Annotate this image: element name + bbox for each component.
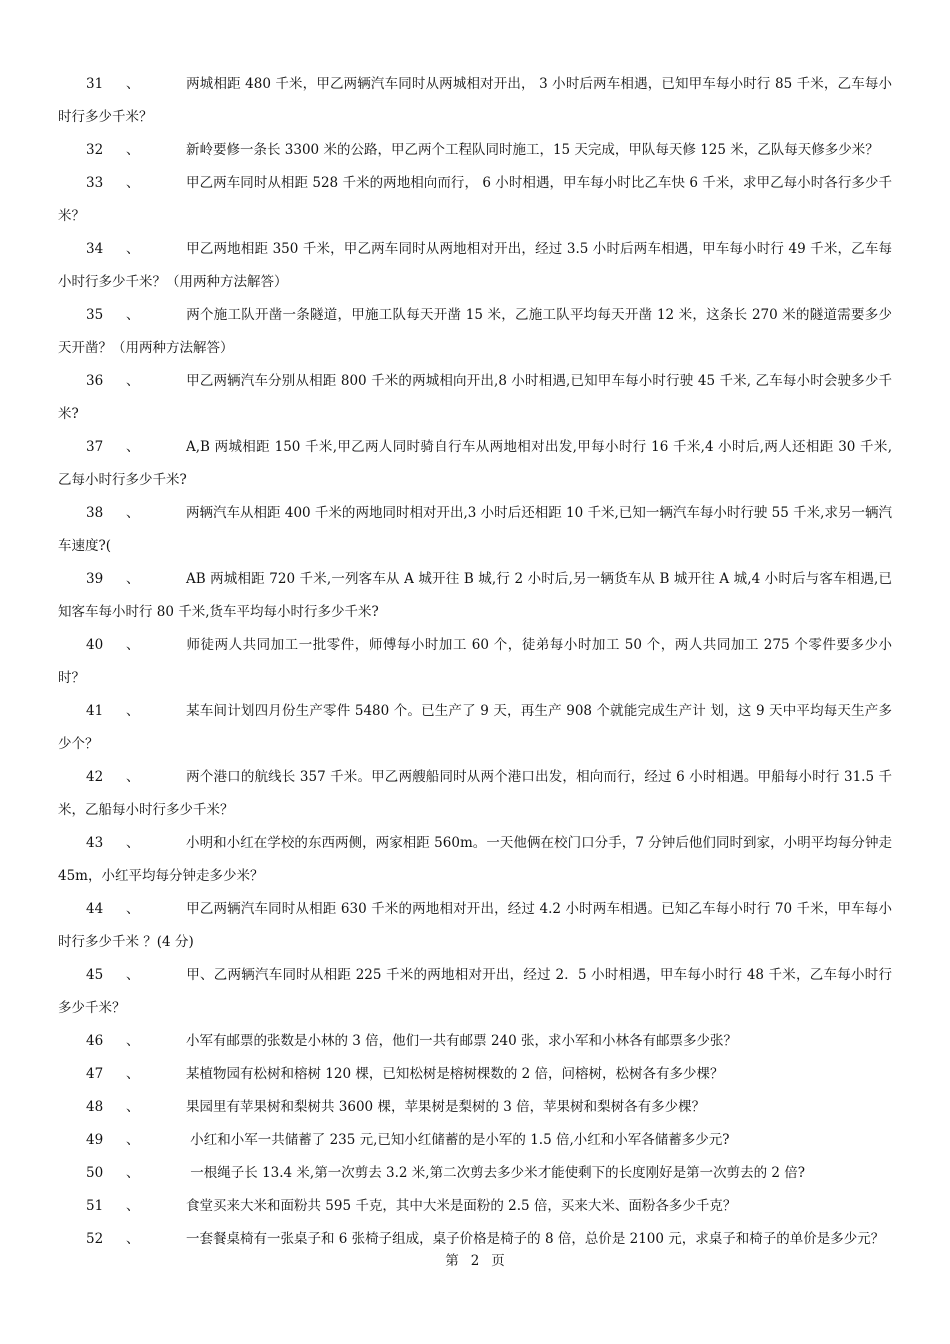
question-item xyxy=(58,68,892,134)
question-number: 44 xyxy=(86,901,104,917)
question-number: 34 xyxy=(86,241,104,257)
question-separator: 、 xyxy=(126,1231,140,1247)
question-item xyxy=(58,1124,892,1157)
question-text: 甲乙两辆汽车同时从相距 630 千米的两地相对开出，经过 4.2 小时两车相遇。已知乙车每小时行 70 千米，甲车每小时行多少千米 ？(4 分) xyxy=(58,901,892,950)
question-text: 某车间计划四月份生产零件 5480 个。已生产了 9 天，再生产 908 个就能完成生产计 划，这 9 天中平均每天生产多少个？ xyxy=(58,703,892,752)
question-text: 小明和小红在学校的东西两侧，两家相距 560m。一天他俩在校门口分手，7 分钟后他们同时到家，小明平均每分钟走 45m，小红平均每分钟走多少米？ xyxy=(58,835,892,884)
question-separator: 、 xyxy=(126,967,140,983)
question-item xyxy=(58,893,892,959)
question-text: 两个港口的航线长 357 千米。甲乙两艘船同时从两个港口出发，相向而行，经过 6 小时相遇。甲船每小时行 31.5 千米，乙船每小时行多少千米？ xyxy=(58,769,892,818)
question-item xyxy=(58,629,892,695)
question-item xyxy=(58,563,892,629)
question-separator: 、 xyxy=(126,76,140,92)
question-text: 果园里有苹果树和梨树共 3600 棵，苹果树是梨树的 3 倍，苹果树和梨树各有多少棵？ xyxy=(186,1099,706,1115)
question-separator: 、 xyxy=(126,1066,140,1082)
footer-suffix: 页 xyxy=(491,1253,505,1269)
question-separator: 、 xyxy=(126,175,140,191)
question-item xyxy=(58,365,892,431)
question-list xyxy=(58,68,892,1256)
question-text: 两辆汽车从相距 400 千米的两地同时相对开出,3 小时后还相距 10 千米,已知一辆汽车每小时行驶 55 千米,求另一辆汽车速度?( xyxy=(58,505,892,554)
question-number: 31 xyxy=(86,76,104,92)
question-separator: 、 xyxy=(126,769,140,785)
question-number: 32 xyxy=(86,142,104,158)
question-separator: 、 xyxy=(126,1132,140,1148)
question-text: 一根绳子长 13.4 米,第一次剪去 3.2 米,第二次剪去多少米才能使剩下的长度刚好是第一次剪去的 2 倍? xyxy=(186,1165,805,1181)
question-text: 新岭要修一条长 3300 米的公路，甲乙两个工程队同时施工，15 天完成，甲队每天修 125 米，乙队每天修多少米？ xyxy=(186,142,879,158)
question-text: AB 两城相距 720 千米,一列客车从 A 城开往 B 城,行 2 小时后,另一辆货车从 B 城开往 A 城,4 小时后与客车相遇,已知客车每小时行 80 千米,货车平均每小时行多少千米? xyxy=(58,571,892,620)
question-number: 48 xyxy=(86,1099,104,1115)
question-separator: 、 xyxy=(126,1099,140,1115)
question-number: 52 xyxy=(86,1231,104,1247)
question-number: 39 xyxy=(86,571,104,587)
question-item xyxy=(58,167,892,233)
question-item xyxy=(58,299,892,365)
question-text: 师徒两人共同加工一批零件，师傅每小时加工 60 个，徒弟每小时加工 50 个，两人共同加工 275 个零件要多少小时？ xyxy=(58,637,892,686)
question-text: 一套餐桌椅有一张桌子和 6 张椅子组成，桌子价格是椅子的 8 倍，总价是 2100 元，求桌子和椅子的单价是多少元？ xyxy=(186,1231,885,1247)
question-separator: 、 xyxy=(126,439,140,455)
question-item xyxy=(58,1058,892,1091)
question-item xyxy=(58,761,892,827)
question-separator: 、 xyxy=(126,835,140,851)
question-separator: 、 xyxy=(126,373,140,389)
question-item xyxy=(58,1190,892,1223)
question-item xyxy=(58,695,892,761)
question-number: 46 xyxy=(86,1033,104,1049)
question-number: 42 xyxy=(86,769,104,785)
question-separator: 、 xyxy=(126,703,140,719)
question-item xyxy=(58,1157,892,1190)
question-number: 36 xyxy=(86,373,104,389)
question-separator: 、 xyxy=(126,901,140,917)
footer-prefix: 第 xyxy=(445,1253,459,1269)
question-number: 50 xyxy=(86,1165,104,1181)
question-number: 47 xyxy=(86,1066,104,1082)
question-number: 35 xyxy=(86,307,104,323)
question-separator: 、 xyxy=(126,1198,140,1214)
question-separator: 、 xyxy=(126,1165,140,1181)
question-separator: 、 xyxy=(126,571,140,587)
question-number: 40 xyxy=(86,637,104,653)
question-text: 两个施工队开凿一条隧道，甲施工队每天开凿 15 米，乙施工队平均每天开凿 12 米，这条长 270 米的隧道需要多少天开凿？（用两种方法解答） xyxy=(58,307,892,356)
question-text: 两城相距 480 千米，甲乙两辆汽车同时从两城相对开出， 3 小时后两车相遇，已知甲车每小时行 85 千米，乙车每小时行多少千米？ xyxy=(58,76,892,125)
question-number: 51 xyxy=(86,1198,104,1214)
question-item xyxy=(58,431,892,497)
question-text: 小红和小军一共储蓄了 235 元,已知小红储蓄的是小军的 1.5 倍,小红和小军各储蓄多少元? xyxy=(186,1132,730,1148)
question-item xyxy=(58,959,892,1025)
question-text: 甲乙两地相距 350 千米，甲乙两车同时从两地相对开出，经过 3.5 小时后两车相遇，甲车每小时行 49 千米，乙车每小时行多少千米？（用两种方法解答） xyxy=(58,241,892,290)
question-separator: 、 xyxy=(126,142,140,158)
question-number: 45 xyxy=(86,967,104,983)
question-text: A,B 两城相距 150 千米,甲乙两人同时骑自行车从两地相对出发,甲每小时行 16 千米,4 小时后,两人还相距 30 千米, 乙每小时行多少千米? xyxy=(58,439,892,488)
question-item xyxy=(58,134,892,167)
question-separator: 、 xyxy=(126,307,140,323)
question-text: 小军有邮票的张数是小林的 3 倍，他们一共有邮票 240 张，求小军和小林各有邮票多少张？ xyxy=(186,1033,738,1049)
question-item xyxy=(58,827,892,893)
question-separator: 、 xyxy=(126,1033,140,1049)
question-separator: 、 xyxy=(126,241,140,257)
question-number: 37 xyxy=(86,439,104,455)
question-separator: 、 xyxy=(126,637,140,653)
page-number: 2 xyxy=(470,1253,480,1269)
question-item xyxy=(58,497,892,563)
question-item xyxy=(58,233,892,299)
question-item xyxy=(58,1091,892,1124)
question-text: 某植物园有松树和榕树 120 棵，已知松树是榕树棵数的 2 倍，问榕树，松树各有多少棵？ xyxy=(186,1066,724,1082)
question-text: 甲乙两车同时从相距 528 千米的两地相向而行， 6 小时相遇，甲车每小时比乙车快 6 千米，求甲乙每小时各行多少千米？ xyxy=(58,175,892,224)
question-item xyxy=(58,1025,892,1058)
question-text: 食堂买来大米和面粉共 595 千克，其中大米是面粉的 2.5 倍，买来大米、面粉各多少千克？ xyxy=(186,1198,737,1214)
question-number: 41 xyxy=(86,703,104,719)
page-footer xyxy=(0,1249,950,1269)
question-number: 49 xyxy=(86,1132,104,1148)
question-text: 甲、乙两辆汽车同时从相距 225 千米的两地相对开出，经过 2．5 小时相遇，甲车每小时行 48 千米，乙车每小时行多少千米？ xyxy=(58,967,892,1016)
question-number: 43 xyxy=(86,835,104,851)
question-number: 33 xyxy=(86,175,104,191)
question-number: 38 xyxy=(86,505,104,521)
question-separator: 、 xyxy=(126,505,140,521)
question-text: 甲乙两辆汽车分别从相距 800 千米的两城相向开出,8 小时相遇,已知甲车每小时行驶 45 千米, 乙车每小时会驶多少千米? xyxy=(58,373,892,422)
